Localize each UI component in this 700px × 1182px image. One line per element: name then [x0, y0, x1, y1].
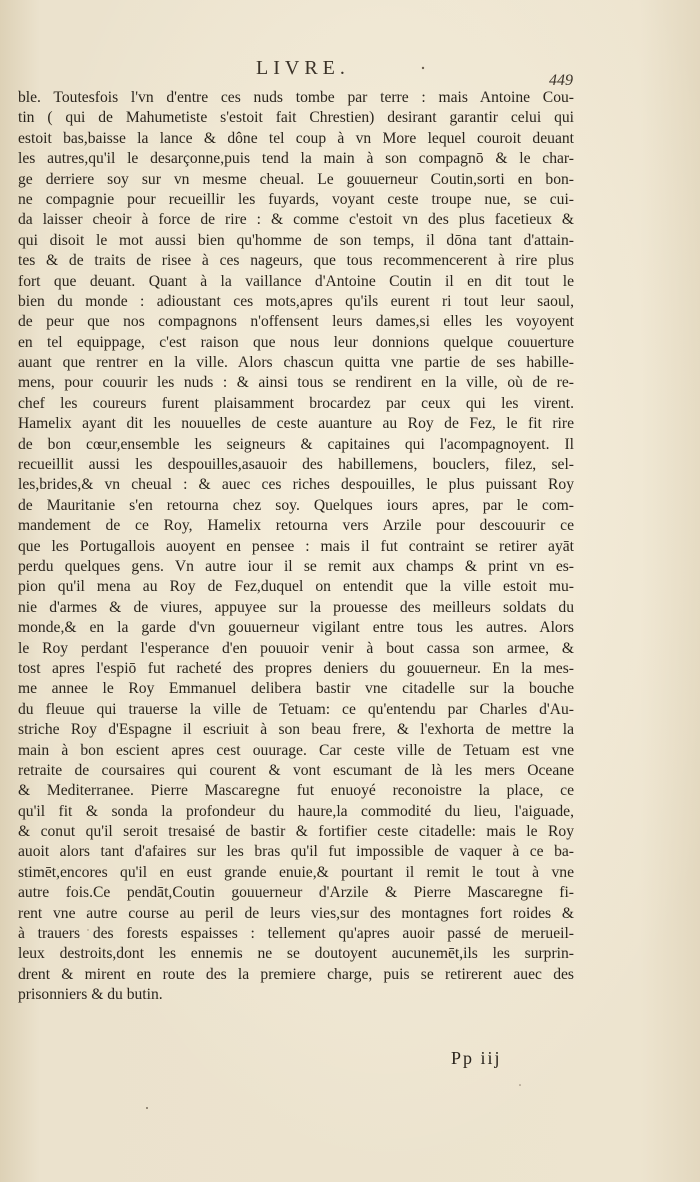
text-line: me annee le Roy Emmanuel delibera bastir vne citadelle sur la bouche	[18, 680, 574, 698]
text-line: le Roy perdant l'esperance d'en pouuoir venir à bout cassa son armee, &	[18, 639, 574, 657]
text-line: mens, pour couurir les nuds : & ainsi tous se rendirent en la ville, où de re-	[18, 374, 574, 392]
text-line: da laisser cheoir à force de rire : & comme c'estoit vn des plus facetieux &	[18, 211, 574, 229]
text-line: de Mauritanie s'en retourna chez soy. Quelques iours apres, par le com-	[18, 496, 574, 514]
text-line: en tel equippage, c'est raison que nous leur donnions quelque couuerture	[18, 333, 574, 351]
text-line: qui disoit le mot aussi bien qu'homme de son temps, il dōna tant d'attain-	[18, 231, 574, 249]
signature-mark: Pp iij	[451, 1048, 502, 1068]
text-line: les autres,qu'il le desarçonne,puis tend la main à son compagnō & le char-	[18, 150, 574, 168]
text-line: chef les coureurs furent plaisamment brocardez par ceux qui les virent.	[18, 394, 574, 412]
text-line: qu'il fit & sonda la profondeur du haure,la commodité du lieu, l'aiguade,	[18, 802, 574, 820]
text-line: & Mediterranee. Pierre Mascaregne fut enuoyé reconoistre la place, ce	[18, 782, 574, 800]
text-line: tin ( qui de Mahumetiste s'estoit fait Chrestien) desirant garantir celui qui	[18, 109, 574, 127]
text-line: Hamelix ayant dit les nouuelles de ceste auanture au Roy de Fez, le fit rire	[18, 415, 574, 433]
text-line: autre fois.Ce pendāt,Coutin gouuerneur d'Arzile & Pierre Mascaregne fi-	[18, 884, 574, 902]
text-line: estoit bas,baisse la lance & dône tel coup à vn More lequel couroit deuant	[18, 129, 574, 147]
text-line: leux destroits,dont les ennemis ne se doutoyent aucunemēt,ils les surprin-	[18, 945, 574, 963]
text-line: les,brides,& vn cheual : & auec ces riches despouilles, le plus puissant Roy	[18, 476, 574, 494]
text-line: nie d'armes & de viures, appuyee sur la prouesse des meilleurs soldats du	[18, 598, 574, 616]
text-line: à trauers des forests espaisses : tellement qu'apres auoir passé de merueil-	[18, 925, 574, 943]
text-line: retraite de coursaires qui courent & vont escumant de là les mers Oceane	[18, 761, 574, 779]
text-line: auoit alors tant d'afaires sur les bras qu'il fut impossible de vaquer à ce ba-	[18, 843, 574, 861]
text-line: de peur que nos compagnons n'offensent leurs dames,si elles les voyoyent	[18, 313, 574, 331]
text-line: ge derriere soy sur vn mesme cheual. Le gouuerneur Coutin,sorti en bon-	[18, 170, 574, 188]
text-line: fort que deuant. Quant à la vaillance d'Antoine Coutin il en dit tout le	[18, 272, 574, 290]
text-line: pion qu'il mena au Roy de Fez,duquel on entendit que la ville estoit mu-	[18, 578, 574, 596]
text-line: tes & de traits de risee à ces nageurs, que tous recommencerent à rire plus	[18, 252, 574, 270]
text-line: bien du monde : adioustant ces mots,apres qu'ils eurent ri tout leur saoul,	[18, 292, 574, 310]
page-number: 449	[549, 72, 573, 89]
text-line: striche Roy d'Espagne il escriuit à son beau frere, & l'exhorta de mettre la	[18, 721, 574, 739]
running-title: LIVRE.	[256, 57, 350, 79]
text-line: recueillit aussi les despouilles,asauoir des habillemens, bouclers, filez, sel-	[18, 456, 574, 474]
text-line: ne compagnie pour recueillir les fuyards, voyant ceste troupe nue, se cui-	[18, 190, 574, 208]
body-text	[18, 88, 574, 1006]
text-line: de bon cœur,ensemble les seigneurs & capitaines qui l'acompagnoyent. Il	[18, 435, 574, 453]
text-line: rent vne autre course au peril de leurs vies,sur des montagnes fort roides &	[18, 904, 574, 922]
text-line: que les Portugallois auoyent en pensee : mais il fut contraint se retirer ayāt	[18, 537, 574, 555]
text-line: & conut qu'il seroit tresaisé de bastir & fortifier ceste citadelle: mais le Roy	[18, 823, 574, 841]
text-line: stimēt,encores qu'il en eust grande enuie,& pourtant il remit le tout à vne	[18, 863, 574, 881]
text-line: du fleuue qui trauerse la ville de Tetuam: ce qu'entendu par Charles d'Au-	[18, 700, 574, 718]
text-line: tost apres l'espiō fut racheté des propres deniers du gouuerneur. En la mes-	[18, 659, 574, 677]
text-line: ble. Toutesfois l'vn d'entre ces nuds tombe par terre : mais Antoine Cou-	[18, 89, 574, 106]
text-line: mandement de ce Roy, Hamelix retourna vers Arzile pour descouurir ce	[18, 517, 574, 535]
text-line: drent & mirent en route des la premiere charge, puis se retirerent auec des	[18, 965, 574, 983]
text-line: prisonniers & du butin.	[18, 986, 163, 1004]
text-line: monde,& en la garde d'vn gouuerneur vigilant entre tous les autres. Alors	[18, 619, 574, 637]
text-line: auant que rentrer en la ville. Alors chascun quitta vne partie de ses habille-	[18, 354, 574, 372]
text-line: perdu quelques gens. Vn autre iour il se remit aux champs & print vn es-	[18, 557, 574, 575]
text-line: main à bon escient apres cest ouurage. Car ceste ville de Tetuam est vne	[18, 741, 574, 759]
